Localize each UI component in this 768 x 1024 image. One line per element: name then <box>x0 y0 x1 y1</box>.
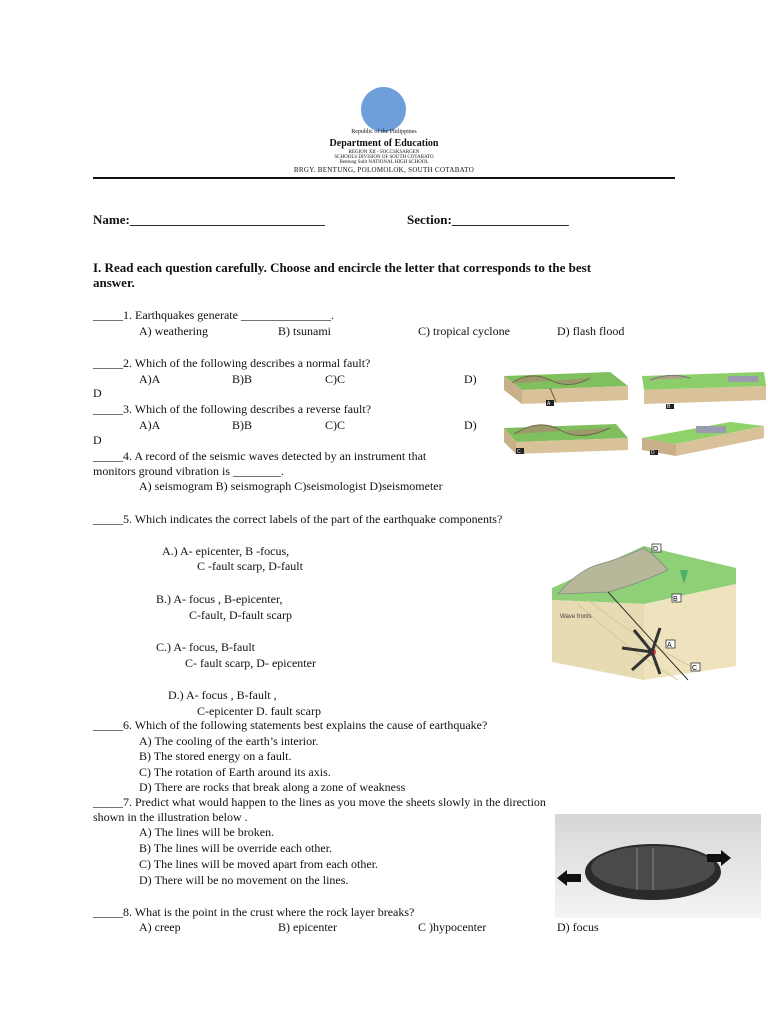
q5-option-b-line-2: C-fault, D-fault scarp <box>189 608 292 622</box>
q3-stem: _____3. Which of the following describes a reverse fault? <box>93 402 372 416</box>
q4-stem-line-1: _____4. A record of the seismic waves detected by an instrument that <box>93 449 427 463</box>
q6-option-a: A) The cooling of the earth’s interior. <box>139 734 319 748</box>
q6-stem: _____6. Which of the following statements best explains the cause of earthquake? <box>93 718 488 732</box>
fault-label-d: D <box>651 450 655 456</box>
header-school: Bentung Sulit NATIONAL HIGH SCHOOL <box>339 160 429 165</box>
q7-option-b: B) The lines will be override each other. <box>139 841 333 855</box>
q6-option-b: B) The stored energy on a fault. <box>139 749 292 763</box>
fault-block-b <box>642 372 766 410</box>
q5-option-c-line-2: C- fault scarp, D- epicenter <box>185 656 316 670</box>
q8-option-a: A) creep <box>139 920 181 934</box>
q7-option-d: D) There will be no movement on the lines. <box>139 873 349 887</box>
header-region: REGION XII - SOCCSKSARGEN <box>348 150 420 155</box>
fault-label-c: C <box>517 449 521 455</box>
header-department: Department of Education <box>329 138 439 149</box>
q5-option-a-line-2: C -fault scarp, D-fault <box>197 559 303 573</box>
fault-block-a <box>504 372 628 407</box>
q5-option-c-line-1: C.) A- focus, B-fault <box>156 640 255 654</box>
name-field-label: Name:______________________________ <box>93 212 325 227</box>
q5-option-d-line-1: D.) A- focus , B-fault , <box>168 688 277 702</box>
q4-options: A) seismogram B) seismograph C)seismologist D)seismometer <box>139 479 443 493</box>
q5-stem: _____5. Which indicates the correct labels of the part of the earthquake components? <box>93 512 503 526</box>
fault-label-a: A <box>547 401 551 407</box>
header-divider <box>93 177 675 179</box>
q4-stem-line-2: monitors ground vibration is ________. <box>93 464 284 478</box>
q5-option-b-line-1: B.) A- focus , B-epicenter, <box>156 592 283 606</box>
q3-option-a: A)A <box>139 418 161 432</box>
fault-diagrams-figure <box>500 368 768 468</box>
q3-option-b: B)B <box>232 418 253 432</box>
fault-block-d <box>642 422 764 456</box>
q2-option-b: B)B <box>232 372 253 386</box>
q2-option-a: A)A <box>139 372 161 386</box>
fault-block-c <box>504 424 628 455</box>
q2-option-d-wrap: D <box>93 386 102 400</box>
q5-option-d-line-2: C-epicenter D. fault scarp <box>197 704 321 718</box>
q6-option-c: C) The rotation of Earth around its axis. <box>139 765 331 779</box>
q2-option-d: D) <box>464 372 477 386</box>
q8-option-d: D) focus <box>557 920 599 934</box>
deped-seal <box>361 87 406 132</box>
eq-label-waves: Wave fronts <box>560 614 592 620</box>
header-address: BRGY. BENTUNG, POLOMOLOK, SOUTH COTABATO <box>293 166 475 174</box>
q1-stem: _____1. Earthquakes generate _______________. <box>93 308 334 322</box>
q1-option-b: B) tsunami <box>278 324 331 338</box>
section-field-label: Section:__________________ <box>407 212 569 227</box>
sheet-sliding-photo <box>555 814 761 918</box>
q7-option-c: C) The lines will be moved apart from each other. <box>139 857 379 871</box>
q1-option-c: C) tropical cyclone <box>418 324 510 338</box>
q3-option-d: D) <box>464 418 477 432</box>
eq-label-d: D <box>653 546 659 553</box>
instructions-line-2: answer. <box>93 275 135 290</box>
q1-option-a: A) weathering <box>139 324 208 338</box>
eq-label-a: A <box>667 642 672 649</box>
q7-option-a: A) The lines will be broken. <box>139 825 275 839</box>
q8-stem: _____8. What is the point in the crust where the rock layer breaks? <box>93 905 415 919</box>
earthquake-block-figure <box>548 540 744 686</box>
q3-option-c: C)C <box>325 418 346 432</box>
q2-stem: _____2. Which of the following describes a normal fault? <box>93 356 371 370</box>
q7-stem-line-1: _____7. Predict what would happen to the lines as you move the sheets slowly in the direction <box>93 795 546 809</box>
header-republic: Republic of the Philippines <box>351 129 417 135</box>
eq-label-c: C <box>692 665 698 672</box>
eq-label-b: B <box>673 596 678 603</box>
q7-stem-line-2: shown in the illustration below . <box>93 810 248 824</box>
q5-option-a-line-1: A.) A- epicenter, B -focus, <box>162 544 290 558</box>
q3-option-d-wrap: D <box>93 433 102 447</box>
q2-option-c: C)C <box>325 372 346 386</box>
fault-label-b: B <box>667 404 671 410</box>
instructions-line-1: I. Read each question carefully. Choose and encircle the letter that corresponds to the best <box>93 260 592 275</box>
header-division: SCHOOLS DIVISION OF SOUTH COTABATO <box>334 155 434 160</box>
q6-option-d: D) There are rocks that break along a zone of weakness <box>139 780 406 794</box>
q8-option-b: B) epicenter <box>278 920 337 934</box>
q1-option-d: D) flash flood <box>557 324 625 338</box>
q8-option-c: C )hypocenter <box>418 920 487 934</box>
